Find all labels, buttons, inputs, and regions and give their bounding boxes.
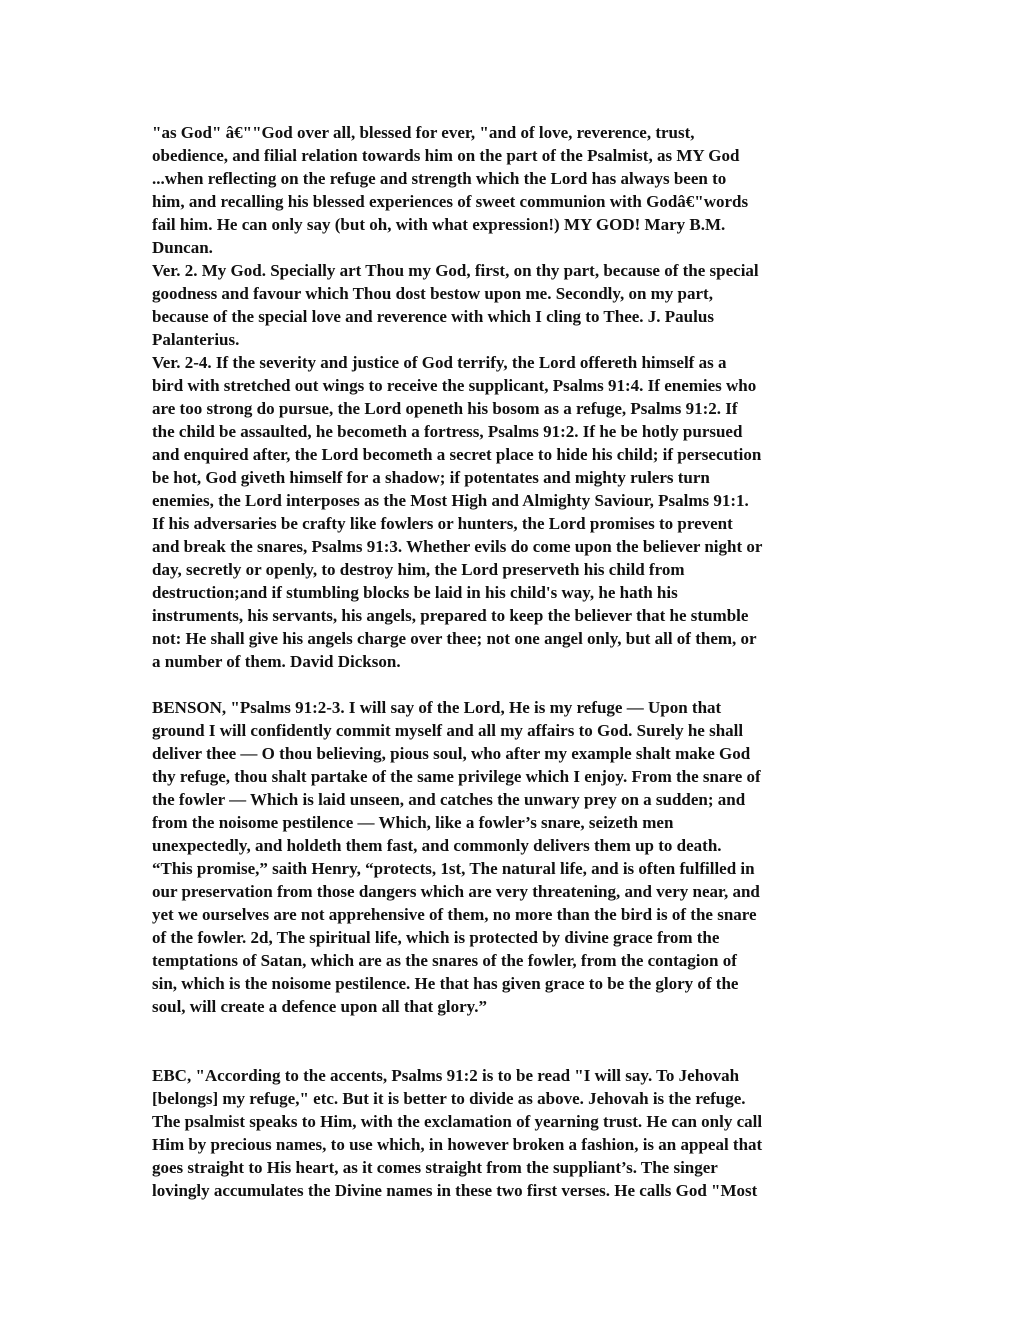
- text-line: Ver. 2-4. If the severity and justice of God terrify, the Lord offereth himself as a: [152, 353, 727, 372]
- text-line: temptations of Satan, which are as the snares of the fowler, from the contagion of: [152, 951, 737, 970]
- text-line: If his adversaries be crafty like fowlers or hunters, the Lord promises to prevent: [152, 514, 733, 533]
- text-line: bird with stretched out wings to receive the supplicant, Psalms 91:4. If enemies who: [152, 376, 757, 395]
- text-line: obedience, and filial relation towards him on the part of the Psalmist, as MY God: [152, 146, 740, 165]
- text-line: deliver thee — O thou believing, pious soul, who after my example shalt make God: [152, 744, 751, 763]
- commentary-block-ebc: [152, 1064, 877, 1202]
- text-line: soul, will create a defence upon all that glory.”: [152, 997, 487, 1016]
- text-line: unexpectedly, and holdeth them fast, and commonly delivers them up to death.: [152, 836, 722, 855]
- text-line: Palanterius.: [152, 330, 240, 349]
- text-line: the child be assaulted, he becometh a fortress, Psalms 91:2. If he be hotly pursued: [152, 422, 743, 441]
- text-line: ...when reflecting on the refuge and strength which the Lord has always been to: [152, 169, 727, 188]
- text-line: instruments, his servants, his angels, prepared to keep the believer that he stumble: [152, 606, 749, 625]
- text-line: and break the snares, Psalms 91:3. Whether evils do come upon the believer night or: [152, 537, 763, 556]
- text-line: ground I will confidently commit myself and all my affairs to God. Surely he shall: [152, 721, 744, 740]
- paragraph-gap: [152, 673, 877, 696]
- text-line: destruction;and if stumbling blocks be laid in his child's way, he hath his: [152, 583, 678, 602]
- text-line: “This promise,” saith Henry, “protects, 1st, The natural life, and is often fulfilled in: [152, 859, 755, 878]
- text-line: Duncan.: [152, 238, 213, 257]
- text-line: lovingly accumulates the Divine names in these two first verses. He calls God "Most: [152, 1181, 758, 1200]
- text-line: from the noisome pestilence — Which, like a fowler’s snare, seizeth men: [152, 813, 674, 832]
- text-line: [belongs] my refuge," etc. But it is better to divide as above. Jehovah is the refuge.: [152, 1089, 746, 1108]
- text-line: Him by precious names, to use which, in however broken a fashion, is an appeal that: [152, 1135, 763, 1154]
- text-line: yet we ourselves are not apprehensive of them, no more than the bird is of the snare: [152, 905, 757, 924]
- commentary-block-benson: [152, 696, 877, 1018]
- text-line: goes straight to His heart, as it comes straight from the suppliant’s. The singer: [152, 1158, 718, 1177]
- text-line: BENSON, "Psalms 91:2-3. I will say of the Lord, He is my refuge — Upon that: [152, 698, 722, 717]
- text-line: thy refuge, thou shalt partake of the same privilege which I enjoy. From the snare of: [152, 767, 761, 786]
- text-line: because of the special love and reverence with which I cling to Thee. J. Paulus: [152, 307, 714, 326]
- commentary-block-spurgeon: [152, 121, 877, 673]
- text-line: The psalmist speaks to Him, with the exclamation of yearning trust. He can only call: [152, 1112, 763, 1131]
- text-line: him, and recalling his blessed experiences of sweet communion with Godâ€"words: [152, 192, 749, 211]
- text-line: not: He shall give his angels charge over thee; not one angel only, but all of them, or: [152, 629, 757, 648]
- paragraph-gap: [152, 1018, 877, 1064]
- text-line: and enquired after, the Lord becometh a secret place to hide his child; if persecution: [152, 445, 762, 464]
- text-line: sin, which is the noisome pestilence. He that has given grace to be the glory of the: [152, 974, 739, 993]
- text-line: the fowler — Which is laid unseen, and catches the unwary prey on a sudden; and: [152, 790, 746, 809]
- text-line: goodness and favour which Thou dost bestow upon me. Secondly, on my part,: [152, 284, 713, 303]
- text-line: day, secretly or openly, to destroy him, the Lord preserveth his child from: [152, 560, 685, 579]
- text-line: are too strong do pursue, the Lord openeth his bosom as a refuge, Psalms 91:2. If: [152, 399, 738, 418]
- document-page: [152, 121, 877, 1202]
- text-line: a number of them. David Dickson.: [152, 652, 401, 671]
- text-line: EBC, "According to the accents, Psalms 91:2 is to be read "I will say. To Jehovah: [152, 1066, 740, 1085]
- text-line: Ver. 2. My God. Specially art Thou my God, first, on thy part, because of the special: [152, 261, 759, 280]
- text-line: be hot, God giveth himself for a shadow; if potentates and mighty rulers turn: [152, 468, 710, 487]
- text-line: of the fowler. 2d, The spiritual life, which is protected by divine grace from the: [152, 928, 720, 947]
- text-line: fail him. He can only say (but oh, with what expression!) MY GOD! Mary B.M.: [152, 215, 726, 234]
- text-line: "as God" â€""God over all, blessed for ever, "and of love, reverence, trust,: [152, 123, 695, 142]
- text-line: our preservation from those dangers which are very threatening, and very near, and: [152, 882, 760, 901]
- text-line: enemies, the Lord interposes as the Most High and Almighty Saviour, Psalms 91:1.: [152, 491, 749, 510]
